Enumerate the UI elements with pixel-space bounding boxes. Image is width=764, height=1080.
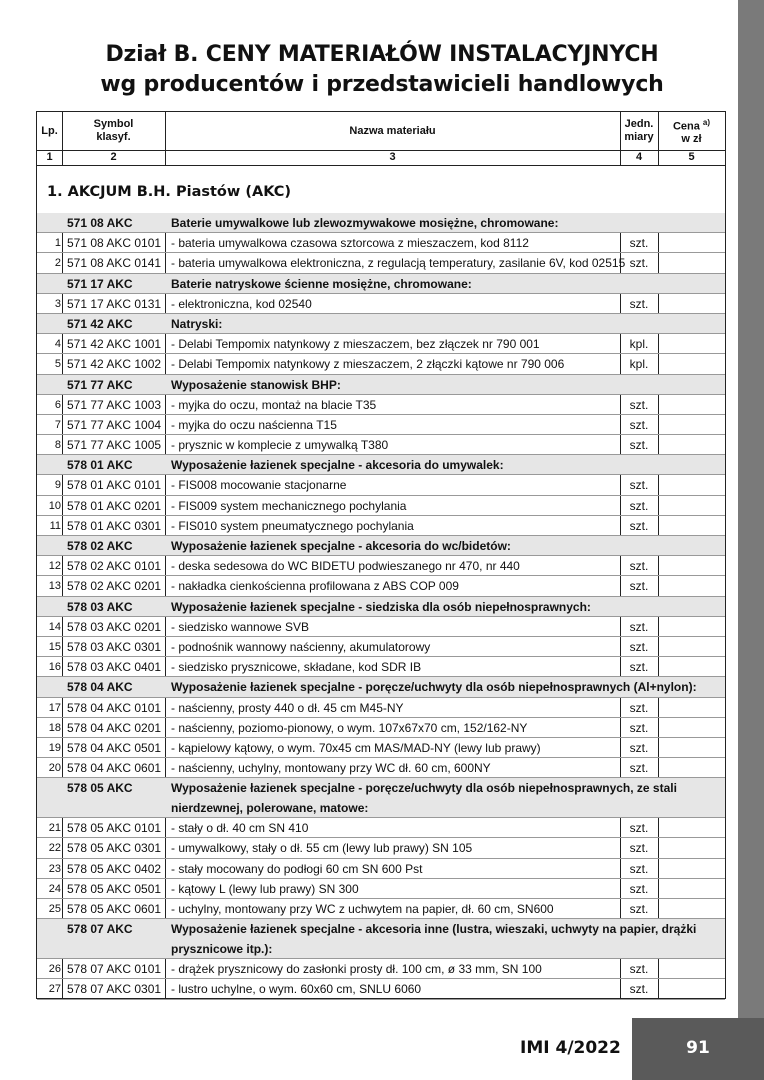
column-numbers-row <box>37 150 725 166</box>
table-row <box>37 233 725 253</box>
row-unit: kpl. <box>629 357 649 372</box>
row-symbol: 578 04 AKC 0601 <box>67 761 162 776</box>
table-group-row <box>37 314 725 334</box>
table-row <box>37 838 725 858</box>
table-row <box>37 698 725 718</box>
table-group-row <box>37 375 725 395</box>
row-lp: 7 <box>54 418 61 431</box>
row-lp: 25 <box>48 903 61 915</box>
row-symbol: 578 03 AKC 0201 <box>67 619 162 634</box>
row-symbol: 578 07 AKC 0301 <box>67 982 162 997</box>
row-name: - bateria umywalkowa elektroniczna, z regulacją temperatury, zasilanie 6V, kod 02515 <box>171 256 626 271</box>
header-symbol-line-1: Symbol <box>93 118 134 130</box>
row-name: - uchylny, montowany przy WC z uchwytem na papier, dł. 60 cm, SN600 <box>171 902 554 916</box>
row-symbol: 571 77 AKC 1004 <box>67 417 162 432</box>
table-group-row <box>37 213 725 233</box>
footer-publication: IMI 4/2022 <box>520 1038 621 1058</box>
header-price-label: Cena <box>672 120 700 133</box>
row-name: - naścienny, prosty 440 o dł. 45 cm M45-NY <box>171 700 404 715</box>
row-unit: szt. <box>629 962 649 977</box>
header-lp: Lp. <box>41 124 58 137</box>
row-lp: 22 <box>48 842 61 855</box>
row-symbol: 578 03 AKC 0301 <box>67 639 162 654</box>
row-symbol: 571 77 AKC 1005 <box>67 438 162 453</box>
row-lp: 27 <box>48 983 61 996</box>
table-group-row <box>37 455 725 475</box>
row-lp: 2 <box>54 257 61 270</box>
row-lp: 11 <box>49 519 61 532</box>
row-lp: 3 <box>54 297 61 310</box>
row-unit: szt. <box>629 660 649 675</box>
table-row <box>37 617 725 637</box>
row-lp: 14 <box>48 620 61 633</box>
header-divider <box>62 112 63 165</box>
table-row <box>37 959 725 979</box>
row-name: - podnośnik wannowy naścienny, akumulatorowy <box>171 639 431 654</box>
row-name: - FIS009 system mechanicznego pochylania <box>171 498 407 513</box>
row-lp: 23 <box>48 862 61 875</box>
row-symbol: 578 03 AKC <box>67 599 133 614</box>
row-symbol: 578 01 AKC 0201 <box>67 498 162 513</box>
row-symbol: 571 42 AKC <box>67 316 133 331</box>
table-row <box>37 395 725 415</box>
row-name: - Delabi Tempomix natynkowy z mieszaczem, bez złączek nr 790 001 <box>171 337 540 352</box>
row-unit: szt. <box>629 256 649 271</box>
table-row <box>37 415 725 435</box>
row-lp: 16 <box>48 661 61 674</box>
row-name: - nakładka cienkościenna profilowana z ABS COP 009 <box>171 579 459 594</box>
table-group-row <box>37 919 725 959</box>
column-number-1: 1 <box>46 151 53 163</box>
row-lp: 19 <box>48 741 61 754</box>
header-name: Nazwa materiału <box>349 124 436 137</box>
row-unit: szt. <box>629 417 649 432</box>
row-unit: szt. <box>629 438 649 453</box>
row-name: Wyposażenie łazienek specjalne - akcesoria inne (lustra, wieszaki, uchwyty na papier, drążki prysznicowe itp.): <box>171 922 697 957</box>
column-number-2: 2 <box>110 151 117 163</box>
page-number: 91 <box>686 1038 710 1058</box>
row-lp: 10 <box>48 499 61 512</box>
table-group-row <box>37 778 725 818</box>
row-name: - kątowy L (lewy lub prawy) SN 300 <box>171 881 359 896</box>
row-symbol: 571 77 AKC 1003 <box>67 397 162 412</box>
row-symbol: 571 77 AKC <box>67 377 133 392</box>
row-name: Natryski: <box>171 316 223 331</box>
row-name: - lustro uchylne, o wym. 60x60 cm, SNLU 6060 <box>171 982 422 997</box>
row-symbol: 571 08 AKC 0141 <box>67 256 162 271</box>
row-symbol: 578 04 AKC 0101 <box>67 700 162 715</box>
page-title-line-2: wg producentów i przedstawicieli handlowych <box>100 72 664 97</box>
table-row <box>37 879 725 899</box>
row-name: Wyposażenie łazienek specjalne - siedziska dla osób niepełnosprawnych: <box>171 599 591 614</box>
row-name: - naścienny, poziomo-pionowy, o wym. 107x67x70 cm, 152/162-NY <box>171 720 528 735</box>
header-unit-line-2: miary <box>624 131 654 143</box>
table-row <box>37 253 725 273</box>
header-symbol <box>62 112 165 150</box>
row-symbol: 578 07 AKC 0101 <box>67 962 162 977</box>
row-name: - prysznic w komplecie z umywalką T380 <box>171 438 389 453</box>
row-name: - umywalkowy, stały o dł. 55 cm (lewy lub prawy) SN 105 <box>171 841 473 856</box>
row-name: - stały mocowany do podłogi 60 cm SN 600 Pst <box>171 861 423 876</box>
row-symbol: 578 02 AKC 0101 <box>67 559 162 574</box>
column-number-5: 5 <box>688 151 695 163</box>
table-row <box>37 516 725 536</box>
row-unit: szt. <box>629 982 649 997</box>
header-divider <box>658 112 659 165</box>
row-name: Baterie natryskowe ścienne mosiężne, chromowane: <box>171 276 472 291</box>
row-unit: szt. <box>629 478 649 493</box>
header-price-line-2: w zł <box>681 133 702 146</box>
row-lp: 21 <box>48 822 61 835</box>
row-name: - drążek prysznicowy do zasłonki prosty dł. 100 cm, ø 33 mm, SN 100 <box>171 962 542 977</box>
row-symbol: 578 05 AKC 0301 <box>67 841 162 856</box>
table-row <box>37 657 725 677</box>
row-name: - deska sedesowa do WC BIDETU podwieszanego nr 470, nr 440 <box>171 559 520 574</box>
row-symbol: 578 07 AKC <box>67 922 133 937</box>
row-symbol: 578 04 AKC <box>67 680 133 695</box>
row-unit: szt. <box>629 518 649 533</box>
row-unit: szt. <box>629 296 649 311</box>
row-unit: szt. <box>629 861 649 876</box>
row-name: - FIS010 system pneumatycznego pochylania <box>171 518 414 533</box>
row-unit: szt. <box>629 720 649 735</box>
row-lp: 20 <box>48 762 61 775</box>
row-lp: 1 <box>54 237 61 250</box>
row-unit: szt. <box>629 397 649 412</box>
row-symbol: 578 05 AKC 0501 <box>67 881 162 896</box>
column-number-4: 4 <box>635 151 643 163</box>
row-lp: 12 <box>48 560 61 573</box>
row-name: Wyposażenie łazienek specjalne - akcesoria do wc/bidetów: <box>171 539 511 553</box>
row-symbol: 571 42 AKC 1001 <box>67 337 162 352</box>
table-group-row <box>37 677 725 697</box>
row-name: - stały o dł. 40 cm SN 410 <box>171 821 309 836</box>
page-title-line-1: Dział B. CENY MATERIAŁÓW INSTALACYJNYCH <box>105 42 659 67</box>
row-lp: 17 <box>48 701 61 714</box>
row-lp: 15 <box>48 640 61 653</box>
row-unit: szt. <box>629 902 649 916</box>
table-row <box>37 475 725 495</box>
row-symbol: 578 05 AKC 0402 <box>67 861 162 876</box>
table-row <box>37 718 725 738</box>
table-row <box>37 435 725 455</box>
row-symbol: 571 42 AKC 1002 <box>67 357 162 372</box>
header-divider <box>165 112 166 165</box>
section-title: 1. AKCJUM B.H. Piastów (AKC) <box>47 184 292 200</box>
row-lp: 5 <box>54 358 61 371</box>
row-unit: szt. <box>629 821 649 836</box>
header-unit-line-1: Jedn. <box>624 118 654 130</box>
row-name: - Delabi Tempomix natynkowy z mieszaczem, 2 złączki kątowe nr 790 006 <box>171 357 565 372</box>
table-row <box>37 818 725 838</box>
row-symbol: 571 08 AKC 0101 <box>67 236 162 251</box>
table-group-row <box>37 274 725 294</box>
row-name: - elektroniczna, kod 02540 <box>171 296 312 311</box>
table-row <box>37 294 725 314</box>
row-symbol: 571 17 AKC 0131 <box>67 296 162 311</box>
row-unit: szt. <box>629 740 649 755</box>
table-row <box>37 738 725 758</box>
row-name: - kąpielowy kątowy, o wym. 70x45 cm MAS/MAD-NY (lewy lub prawy) <box>171 740 541 755</box>
row-separator <box>37 999 725 1000</box>
table-row <box>37 859 725 879</box>
table-row <box>37 354 725 374</box>
table-group-row <box>37 597 725 617</box>
row-symbol: 578 03 AKC 0401 <box>67 660 162 675</box>
price-table <box>36 111 726 999</box>
row-unit: kpl. <box>629 337 649 352</box>
table-row <box>37 496 725 516</box>
row-unit: szt. <box>629 619 649 634</box>
row-symbol: 578 05 AKC 0101 <box>67 821 162 836</box>
table-row <box>37 899 725 919</box>
row-lp: 24 <box>48 882 61 895</box>
row-lp: 13 <box>48 580 61 593</box>
row-symbol: 578 05 AKC <box>67 781 133 796</box>
row-unit: szt. <box>629 841 649 856</box>
row-name: - bateria umywalkowa czasowa sztorcowa z mieszaczem, kod 8112 <box>171 236 529 251</box>
row-unit: szt. <box>629 236 649 251</box>
row-name: - naścienny, uchylny, montowany przy WC dł. 60 cm, 600NY <box>171 761 491 776</box>
row-symbol: 578 02 AKC 0201 <box>67 579 162 594</box>
row-name: - myjka do oczu, montaż na blacie T35 <box>171 397 377 412</box>
row-symbol: 571 17 AKC <box>67 276 133 291</box>
row-lp: 8 <box>54 439 61 452</box>
row-unit: szt. <box>629 761 649 776</box>
row-unit: szt. <box>629 579 649 594</box>
row-symbol: 578 04 AKC 0501 <box>67 740 162 755</box>
table-row <box>37 576 725 596</box>
row-name: - siedzisko wannowe SVB <box>171 619 310 634</box>
header-price <box>658 112 725 150</box>
row-name: Wyposażenie stanowisk BHP: <box>171 377 341 392</box>
table-header <box>37 112 725 151</box>
row-name: Wyposażenie łazienek specjalne - poręcze/uchwyty dla osób niepełnosprawnych, ze stali nierdzewnej, polerowane, matowe: <box>171 781 677 816</box>
row-lp: 4 <box>54 338 61 351</box>
row-unit: szt. <box>629 700 649 715</box>
row-name: - siedzisko prysznicowe, składane, kod SDR IB <box>171 660 422 675</box>
row-unit: szt. <box>629 639 649 654</box>
row-lp: 26 <box>48 963 61 976</box>
header-divider <box>620 112 621 165</box>
row-symbol: 578 05 AKC 0601 <box>67 902 162 916</box>
table-row <box>37 979 725 999</box>
row-symbol: 578 04 AKC 0201 <box>67 720 162 735</box>
row-name: Wyposażenie łazienek specjalne - akcesoria do umywalek: <box>171 458 504 473</box>
table-row <box>37 637 725 657</box>
row-lp: 6 <box>54 398 61 411</box>
header-price-footnote: a) <box>702 117 711 127</box>
row-symbol: 578 02 AKC <box>67 539 133 553</box>
row-symbol: 578 01 AKC <box>67 458 133 473</box>
row-unit: szt. <box>629 559 649 574</box>
row-name: - FIS008 mocowanie stacjonarne <box>171 478 347 493</box>
header-symbol-line-2: klasyf. <box>96 131 131 143</box>
row-symbol: 578 01 AKC 0101 <box>67 478 162 493</box>
header-unit <box>620 112 658 150</box>
row-symbol: 578 01 AKC 0301 <box>67 518 162 533</box>
row-name: - myjka do oczu naścienna T15 <box>171 417 337 432</box>
table-group-row <box>37 536 725 556</box>
side-decoration-bar <box>738 0 764 1080</box>
row-name: Wyposażenie łazienek specjalne - poręcze/uchwyty dla osób niepełnosprawnych (Al+nylon): <box>171 680 697 695</box>
column-number-3: 3 <box>389 151 396 163</box>
row-name: Baterie umywalkowe lub zlewozmywakowe mosiężne, chromowane: <box>171 216 559 230</box>
table-row <box>37 334 725 354</box>
row-symbol: 571 08 AKC <box>67 216 133 230</box>
row-lp: 9 <box>54 479 61 492</box>
table-row <box>37 758 725 778</box>
table-row <box>37 556 725 576</box>
header-price-line-1 <box>673 116 710 134</box>
page-title <box>0 40 764 100</box>
table-body <box>37 213 725 1000</box>
row-lp: 18 <box>48 721 61 734</box>
row-unit: szt. <box>629 881 649 896</box>
row-unit: szt. <box>629 498 649 513</box>
